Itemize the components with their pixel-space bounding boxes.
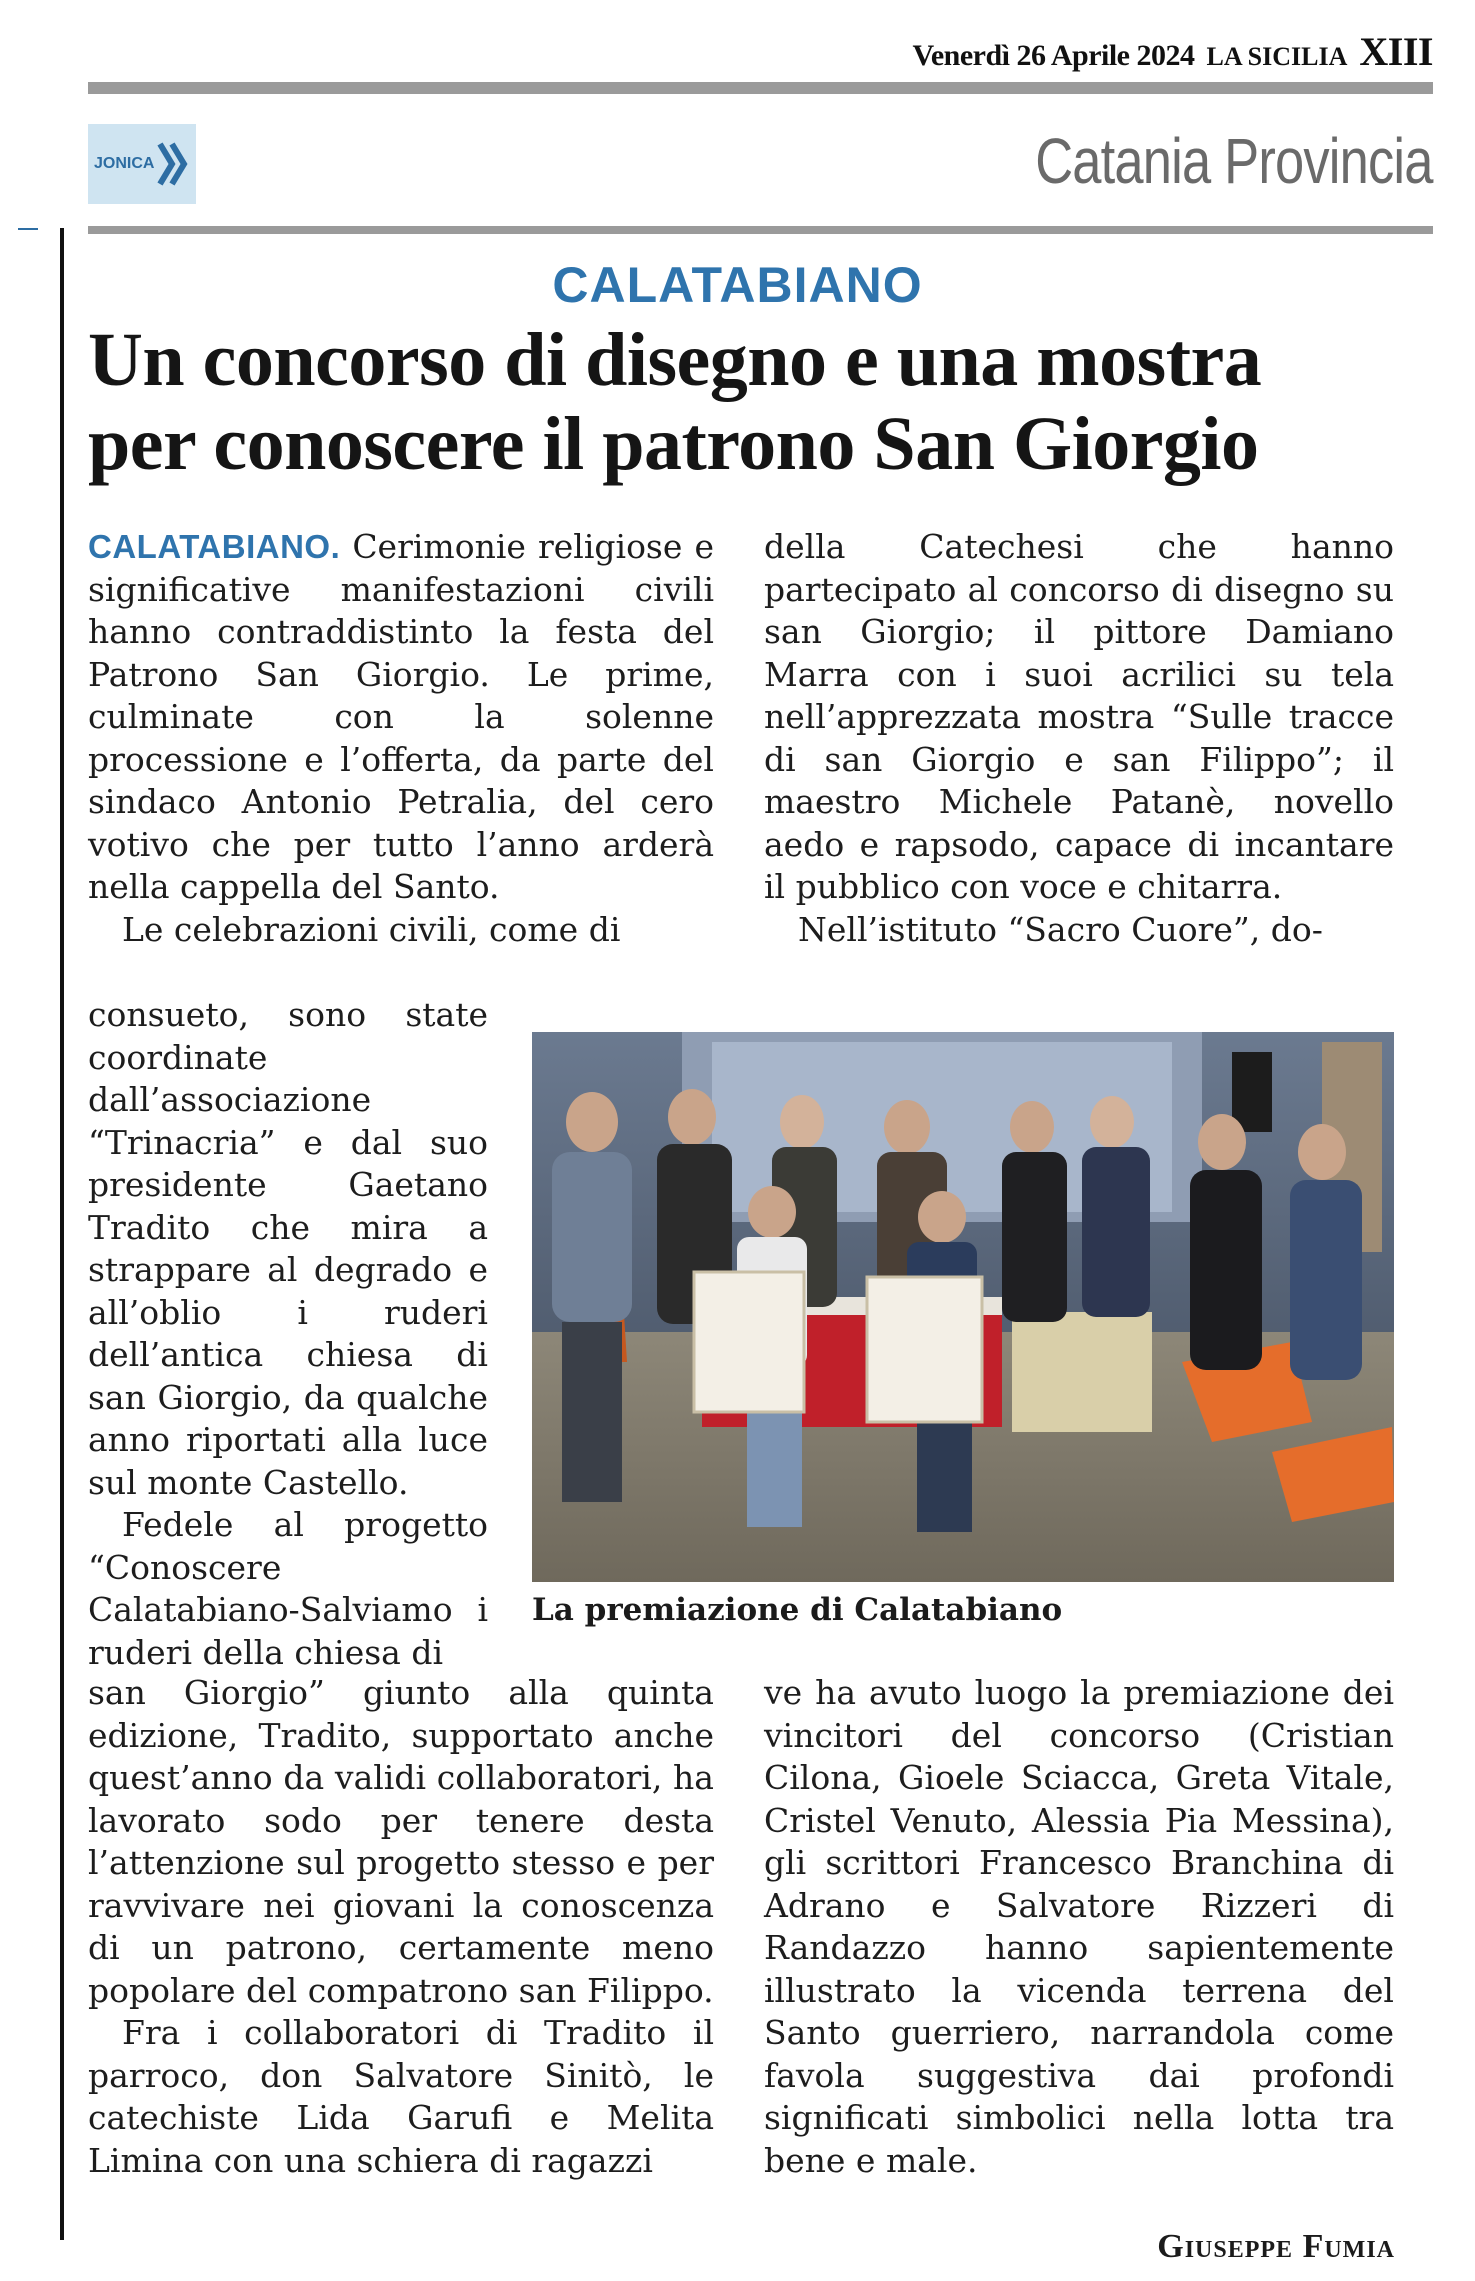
paragraph: Nell’istituto “Sacro Cuore”, do-	[798, 909, 1323, 949]
paragraph: ve ha avuto luogo la premiazione dei vincitori del concorso (Cristian Cilona, Gioele Sciacca, Greta Vitale, Cristel Venuto, Alessia Pia Messina), gli scrittori Francesco Branchina di Adrano e Salvatore Rizzeri di Randazzo hanno sapientemente illustrato la vicenda terrena del Santo guerriero, narrandola come favola suggestiva dai profondi significati simbolici nella lotta tra bene e male.	[764, 1673, 1394, 2180]
article-kicker: CALATABIANO	[552, 257, 923, 313]
paragraph-text: Cerimonie religiose e significative manifestazioni civili hanno contraddistinto la festa del Patrono San Giorgio. Le prime, culminate con la solenne processione e l’offerta, da parte del sindaco Antonio Petralia, del cero votivo che per tutto l’anno arderà nella cappella del Santo.	[88, 527, 714, 906]
section-logo	[88, 124, 196, 204]
paragraph: san Giorgio” giunto alla quinta edizione, Tradito, supportato anche quest’anno da validi collaboratori, ha lavorato sodo per tenere desta l’attenzione sul progetto stesso e per ravvivare nei giovani la conoscenza di un patrono, certamente meno popolare del compatrono san Filippo.	[88, 1673, 714, 2010]
paragraph: della Catechesi che hanno partecipato al concorso di disegno su san Giorgio; il pittore Damiano Marra con i suoi acrilici su tela nell’apprezzata mostra “Sulle tracce di san Giorgio e san Filippo”; il maestro Michele Patanè, novello aedo e rapsodo, capace di incantare il pubblico con voce e chitarra.	[764, 527, 1394, 906]
photo-caption: La premiazione di Calatabiano	[532, 1592, 1063, 1628]
page-number: XIII	[1359, 29, 1433, 74]
award-ceremony-photo	[532, 1032, 1394, 1582]
article-author: Giuseppe Fumia	[1157, 2228, 1395, 2265]
article-photo	[532, 1032, 1394, 1582]
article-headline	[88, 318, 1433, 486]
section-title: Catania Provincia	[1035, 125, 1433, 197]
column-1-bottom	[88, 1672, 714, 2182]
left-column-rule	[60, 228, 64, 2240]
headline-line-1: Un concorso di disegno e una mostra	[88, 318, 1262, 402]
column-2-top	[764, 526, 1394, 951]
column-1-narrow	[88, 994, 488, 1674]
section-logo-label: JONICA	[94, 155, 155, 172]
header-rule-bottom	[88, 226, 1433, 234]
paragraph: consueto, sono state coordinate dall’associazione “Trinacria” e dal suo presidente Gaetano Tradito che mira a strappare al degrado e all’oblio i ruderi dell’antica chiesa di san Giorgio, da qualche anno riportati alla luce sul monte Castello.	[88, 995, 488, 1502]
column-1-top	[88, 526, 714, 951]
header-rule-top	[88, 82, 1433, 94]
paragraph	[88, 526, 714, 909]
dateline: CALATABIANO.	[88, 528, 341, 565]
headline-line-2: per conoscere il patrono San Giorgio	[88, 402, 1259, 486]
issue-date: Venerdì 26 Aprile 2024	[912, 39, 1195, 72]
paragraph: Fra i collaboratori di Tradito il parroco, don Salvatore Sinitò, le catechiste Lida Garufi e Melita Limina con una schiera di ragazzi	[88, 2013, 714, 2180]
masthead	[912, 28, 1433, 75]
column-2-bottom	[764, 1672, 1394, 2182]
paragraph: Fedele al progetto “Conoscere Calatabiano-Salviamo i ruderi della chiesa di	[88, 1505, 488, 1672]
margin-dash	[18, 228, 38, 230]
newspaper-brand: LA SICILIA	[1206, 42, 1348, 71]
double-chevron-icon	[156, 136, 190, 192]
paragraph: Le celebrazioni civili, come di	[122, 909, 621, 949]
